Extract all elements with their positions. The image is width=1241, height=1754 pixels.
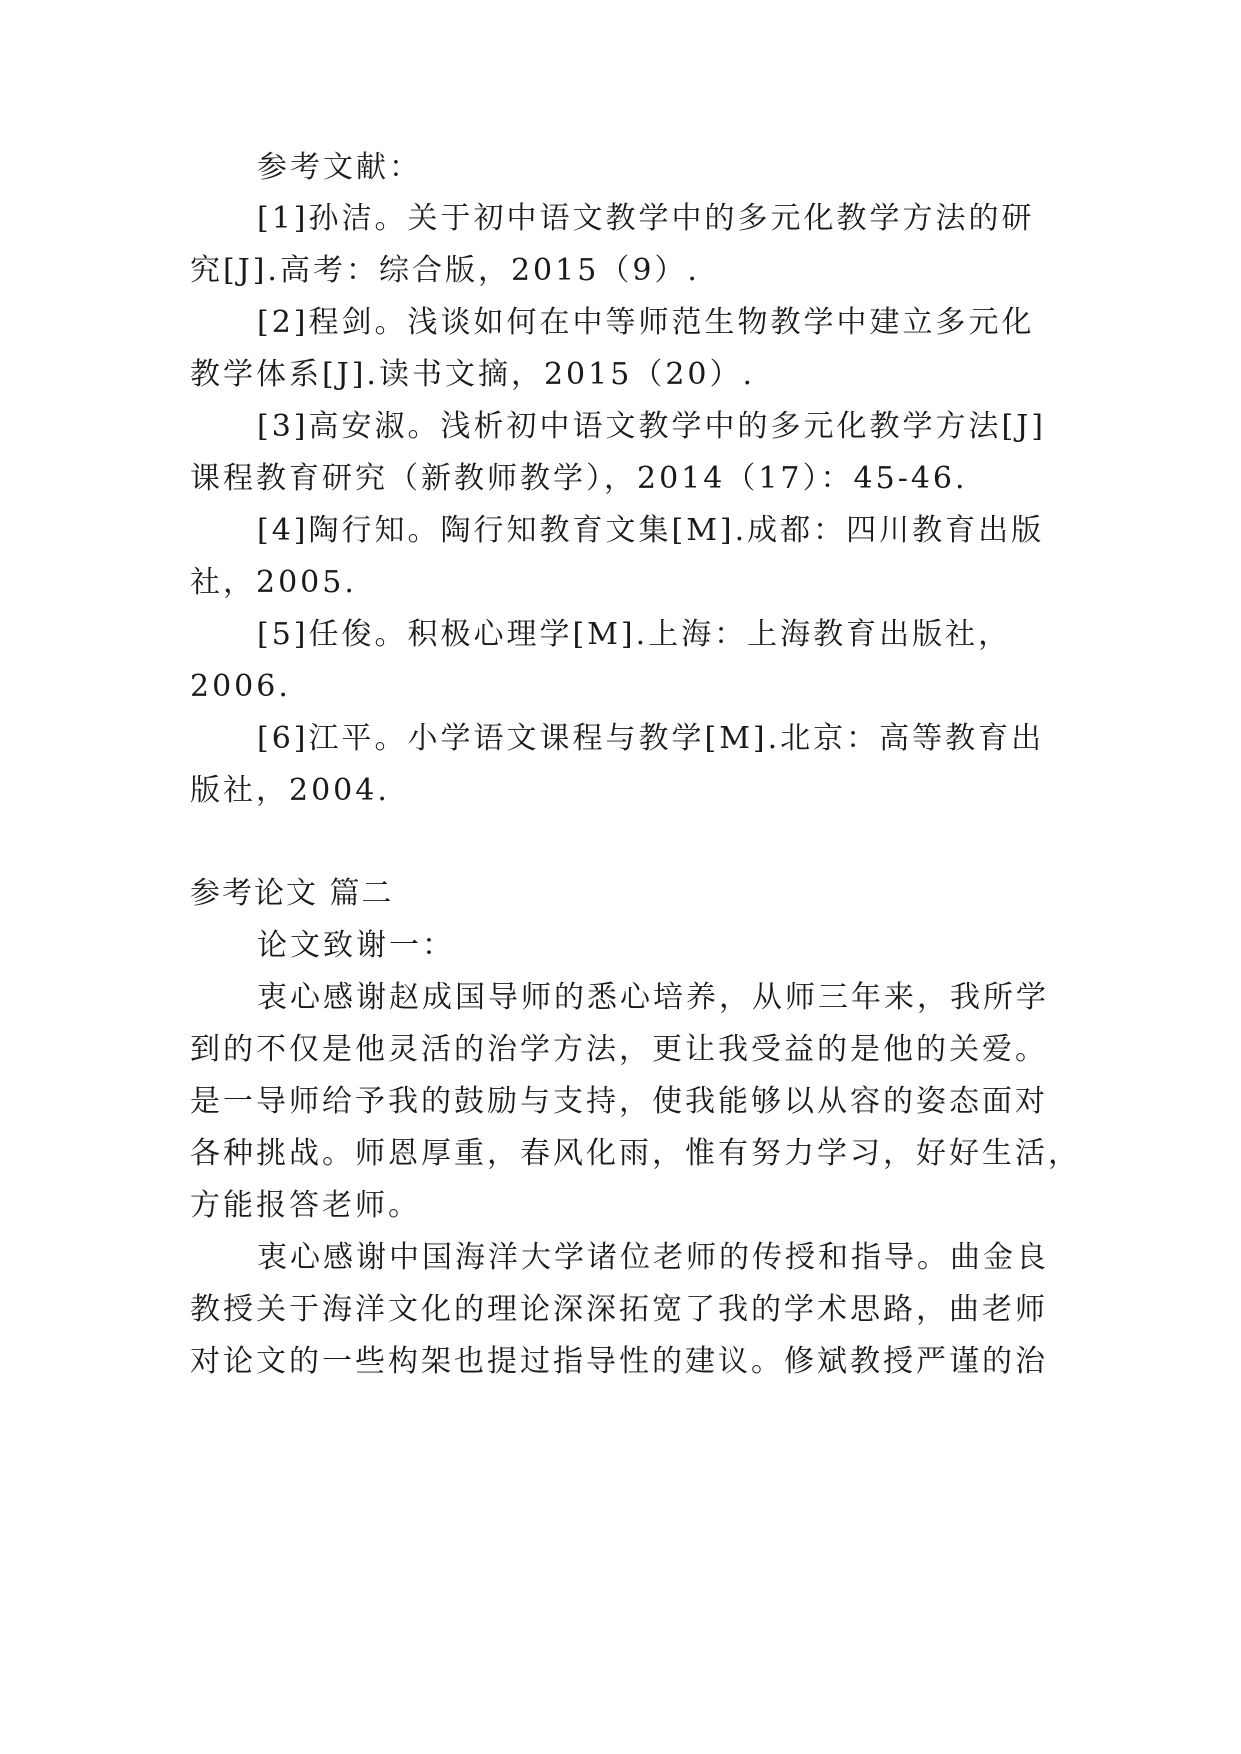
reference-3-line-1: [3]高安淑。浅析初中语文教学中的多元化教学方法[J] (257, 409, 1046, 444)
reference-5-line-1: [5]任俊。积极心理学[M].上海：上海教育出版社， (257, 617, 1012, 652)
reference-6-line-1: [6]江平。小学语文课程与教学[M].北京：高等教育出 (257, 721, 1045, 756)
paragraph-1-line-4: 各种挑战。师恩厚重，春风化雨，惟有努力学习，好好生活， (190, 1136, 1081, 1171)
reference-2-line-1: [2]程剑。浅谈如何在中等师范生物教学中建立多元化 (257, 305, 1035, 340)
reference-6-line-2: 版社，2004. (190, 773, 390, 808)
section-heading: 参考论文 篇二 (190, 876, 394, 911)
acknowledgement-subtitle: 论文致谢一： (257, 928, 455, 963)
reference-1-line-2: 究[J].高考：综合版，2015（9）. (190, 253, 700, 288)
paragraph-2-line-2: 教授关于海洋文化的理论深深拓宽了我的学术思路，曲老师 (190, 1292, 1048, 1327)
reference-4-line-2: 社，2005. (190, 565, 357, 600)
paragraph-1-line-3: 是一导师给予我的鼓励与支持，使我能够以从容的姿态面对 (190, 1084, 1048, 1119)
reference-2-line-2: 教学体系[J].读书文摘，2015（20）. (190, 357, 756, 392)
reference-3-line-2: 课程教育研究（新教师教学），2014（17）：45-46. (190, 461, 968, 496)
paragraph-1-line-1: 衷心感谢赵成国导师的悉心培养，从师三年来，我所学 (257, 980, 1049, 1015)
paragraph-1-line-2: 到的不仅是他灵活的治学方法，更让我受益的是他的关爱。 (190, 1032, 1048, 1067)
reference-4-line-1: [4]陶行知。陶行知教育文集[M].成都：四川教育出版 (257, 513, 1045, 548)
reference-1-line-1: [1]孙洁。关于初中语文教学中的多元化教学方法的研 (257, 201, 1035, 236)
reference-5-line-2: 2006. (190, 669, 291, 704)
paragraph-2-line-1: 衷心感谢中国海洋大学诸位老师的传授和指导。曲金良 (257, 1240, 1049, 1275)
references-title: 参考文献： (257, 150, 422, 185)
paragraph-1-line-5: 方能报答老师。 (190, 1188, 421, 1223)
paragraph-2-line-3: 对论文的一些构架也提过指导性的建议。修斌教授严谨的治 (190, 1344, 1048, 1379)
